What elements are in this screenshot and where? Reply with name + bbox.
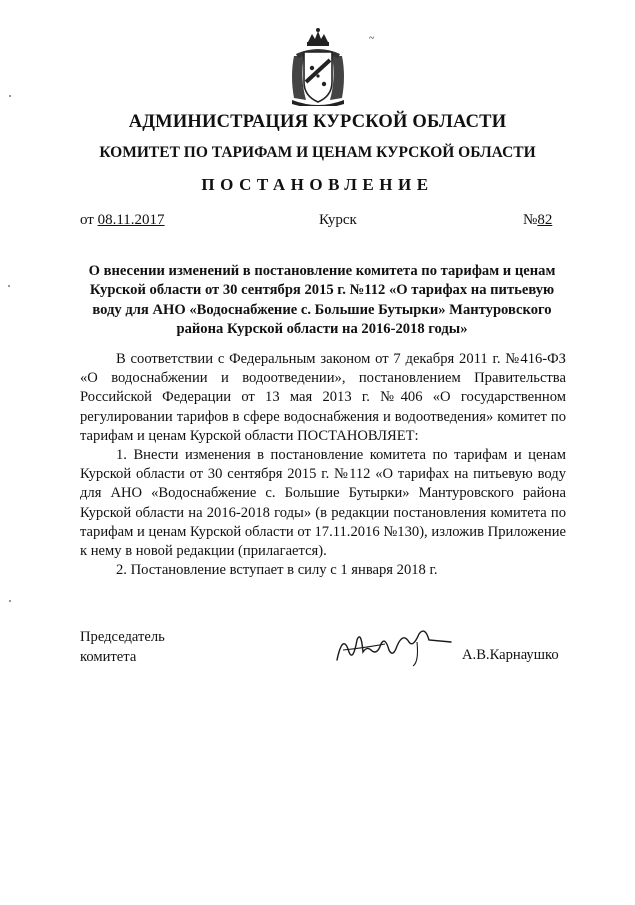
coat-of-arms-emblem [286,26,350,106]
signer-name: А.В.Карнаушко [462,647,559,663]
document-body [80,350,566,580]
item-1-paragraph: 1. Внести изменения в постановление комитета по тарифам и ценам Курской области от 30 сентября 2015 г. №112 «О тарифах на питьевую воду для АНО «Водоснабжение с. Большие Бутырки» Мантуровского района Курской области на 2016-2018 годы» (в редакции постановления комитета по тарифам и ценам Курской области от 17.11.2016 №130), изложив Приложение к нему в новой редакции (прилагается). [80,447,566,560]
administration-heading: АДМИНИСТРАЦИЯ КУРСКОЙ ОБЛАСТИ [128,112,507,132]
document-type-heading: ПОСТАНОВЛЕНИЕ [201,175,434,194]
item-2-paragraph: 2. Постановление вступает в силу с 1 января 2018 г. [116,562,438,579]
position-line-1: Председатель [80,629,165,645]
signoff-position [80,628,165,667]
document-title: О внесении изменений в постановление комитета по тарифам и ценам Курской области от 30 сентября 2015 г. №112 «О тарифах на питьевую воду для АНО «Водоснабжение с. Большие Бутырки» Мантуровского района Курской области на 2016-2018 годы» [88,263,556,337]
stray-mark: ~ [369,33,375,44]
scan-speck [9,95,11,97]
document-date [80,212,165,229]
scan-speck [9,600,11,602]
scan-speck [8,285,10,287]
document-city: Курск [319,212,357,228]
number-value: 82 [537,212,553,228]
handwritten-signature [333,622,453,668]
document-number [523,212,552,229]
date-value: 08.11.2017 [97,212,165,228]
preamble-paragraph: В соответствии с Федеральным законом от 7 декабря 2011 г. №416-ФЗ «О водоснабжении и водоотведении», постановлением Правительства Российской Федерации от 13 мая 2013 г. №406 «О государственном регулировании тарифов в сфере водоснабжения и водоотведения» комитет по тарифам и ценам Курской области ПОСТАНОВЛЯЕТ: [80,351,566,444]
date-prefix: от [80,212,98,228]
number-prefix: № [523,212,538,228]
position-line-2: комитета [80,648,137,665]
committee-heading: КОМИТЕТ ПО ТАРИФАМ И ЦЕНАМ КУРСКОЙ ОБЛАСТИ [99,144,536,161]
